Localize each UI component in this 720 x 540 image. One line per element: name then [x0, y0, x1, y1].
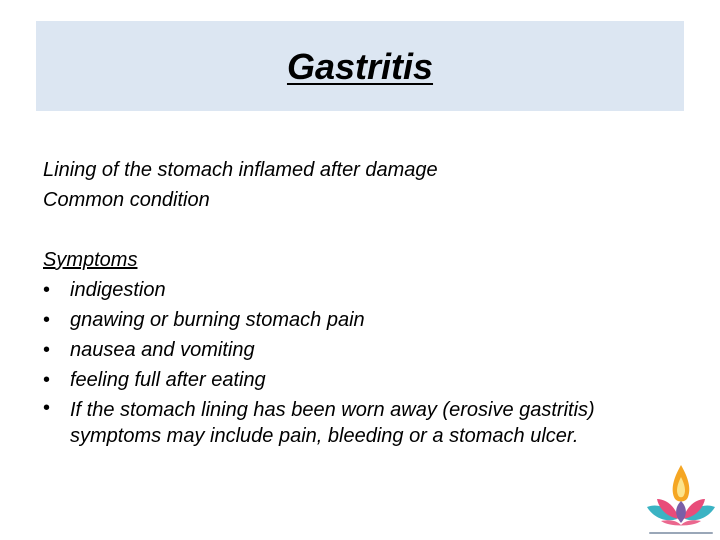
- symptom-text: nausea and vomiting: [70, 339, 255, 361]
- bullet-icon: •: [43, 339, 51, 361]
- list-item: [43, 365, 693, 395]
- slide-title: Gastritis: [286, 46, 434, 87]
- bullet-icon: •: [43, 369, 51, 391]
- intro-line-1: Lining of the stomach inflamed after damage: [43, 159, 438, 181]
- title-band: [36, 21, 684, 111]
- list-item: [43, 275, 693, 305]
- symptom-text: feeling full after eating: [70, 369, 266, 391]
- spacer: [43, 215, 693, 245]
- symptom-text: indigestion: [70, 279, 166, 301]
- bullet-icon: •: [43, 279, 51, 301]
- list-item: [43, 335, 693, 365]
- lotus-flame-logo-icon: [643, 463, 719, 537]
- list-item: [43, 305, 693, 335]
- slide-body: [43, 155, 693, 449]
- symptom-text: If the stomach lining has been worn away (erosive gastritis) symptoms may include pain, bleeding or a stomach ulcer.: [70, 399, 595, 447]
- petal-center: [676, 501, 686, 523]
- symptoms-heading: Symptoms: [43, 249, 138, 271]
- bullet-icon: •: [43, 309, 51, 331]
- list-item: [43, 395, 680, 449]
- bullet-icon: •: [43, 397, 51, 419]
- symptom-text: gnawing or burning stomach pain: [70, 309, 365, 331]
- intro-line-2: Common condition: [43, 189, 210, 211]
- symptoms-list: [43, 275, 693, 449]
- logo-caption-icon: [643, 529, 719, 537]
